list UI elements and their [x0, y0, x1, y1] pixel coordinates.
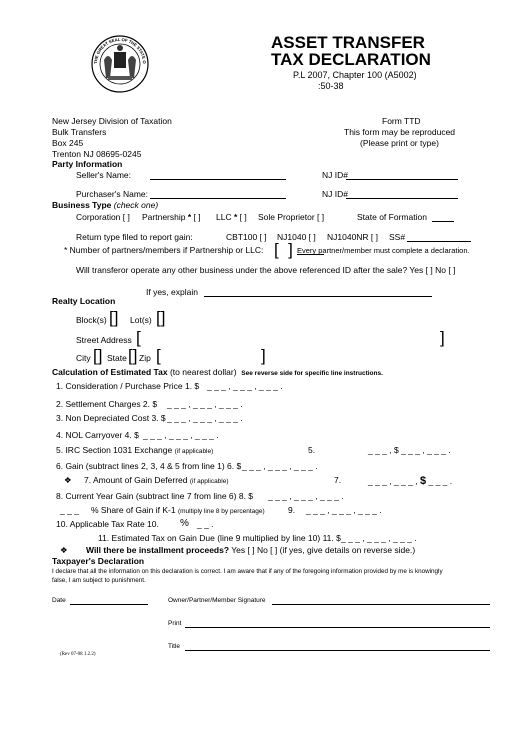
- signature-field[interactable]: [272, 604, 490, 605]
- line-7-diamond-icon: ❖: [64, 475, 72, 485]
- realty-heading: Realty Location: [52, 296, 116, 306]
- line-6-field[interactable]: _ _ _ , _ _ _ , _ _ _ .: [242, 461, 318, 471]
- line-1-field[interactable]: _ _ _ , _ _ _ , _ _ _ .: [207, 381, 283, 391]
- line-3-field[interactable]: _ _ _ , _ _ _ , _ _ _ .: [167, 413, 243, 423]
- line-11-label: 11. Estimated Tax on Gain Due (line 9 multiplied by line 10) 11. $: [98, 533, 341, 543]
- form-print-note: (Please print or type): [360, 138, 439, 148]
- partners-count-label: * Number of partners/members if Partnership or LLC:: [64, 245, 264, 255]
- signature-label: Owner/Partner/Member Signature: [168, 597, 266, 604]
- line-9-field[interactable]: _ _ _ , _ _ _ , _ _ _ .: [306, 505, 382, 515]
- line-4-label: 4. NOL Carryover 4. $: [56, 430, 139, 440]
- line-7-number: 7.: [334, 475, 342, 485]
- purchaser-name-label: Purchaser's Name:: [76, 189, 149, 199]
- line-11-field[interactable]: _ _ _ , _ _ _ , _ _ _ .: [341, 533, 417, 543]
- agency-address-3: Box 245: [52, 138, 84, 148]
- line-2-field[interactable]: _ _ _ , _ _ _ , _ _ _ .: [167, 399, 243, 409]
- line-2-label: 2. Settlement Charges 2. $: [56, 399, 158, 409]
- svg-text:THE GREAT SEAL OF THE STATE OF: THE GREAT SEAL OF THE STATE O: [92, 36, 148, 65]
- ssn-label: SS#: [389, 232, 406, 242]
- if-yes-label: If yes, explain: [146, 287, 198, 297]
- line-8-field[interactable]: _ _ _ , _ _ _ , _ _ _ .: [268, 491, 344, 501]
- agency-address-2: Bulk Transfers: [52, 127, 107, 137]
- partners-count-field[interactable]: [ ]: [274, 240, 293, 259]
- if-yes-field[interactable]: [204, 296, 432, 297]
- ssn-field[interactable]: [407, 241, 471, 242]
- zip-field-close: ]: [261, 346, 266, 365]
- line-5-number: 5.: [308, 445, 316, 455]
- title-field[interactable]: [185, 650, 490, 651]
- date-field[interactable]: [70, 604, 148, 605]
- print-field[interactable]: [185, 627, 490, 628]
- agency-address-1: New Jersey Division of Taxation: [52, 116, 172, 126]
- installment-question: Will there be installment proceeds? Yes [ ] No [ ] (if yes, give details on reverse side.): [86, 545, 416, 555]
- line-6-label: 6. Gain (subtract lines 2, 3, 4 & 5 from line 1) 6. $: [56, 461, 242, 471]
- nj1040-checkbox[interactable]: NJ1040 [ ]: [277, 232, 316, 242]
- state-seal-icon: [90, 34, 150, 94]
- seller-name-label: Seller's Name:: [76, 170, 132, 180]
- form-title: ASSET TRANSFER: [271, 33, 425, 52]
- law-reference-2: :50-38: [318, 81, 344, 91]
- state-formation-field[interactable]: [432, 221, 454, 222]
- line-10-label: 10. Applicable Tax Rate 10.: [56, 519, 159, 529]
- line-5-field[interactable]: _ _ _ , $ _ _ _ , _ _ _ .: [368, 445, 451, 455]
- state-field[interactable]: []: [128, 346, 138, 365]
- declaration-heading: Taxpayer's Declaration: [52, 556, 145, 566]
- calc-heading: Calculation of Estimated Tax (to nearest dollar) See reverse side for specific line instructions.: [52, 367, 383, 377]
- purchaser-nj-id-label: NJ ID#: [322, 189, 348, 199]
- street-field-close: ]: [440, 328, 445, 347]
- line-9-number: 9.: [288, 505, 296, 515]
- zip-label: Zip: [139, 353, 151, 363]
- line-1-label: 1. Consideration / Purchase Price 1. $: [56, 381, 200, 391]
- line-10-field[interactable]: _ _ .: [197, 519, 214, 529]
- lot-label: Lot(s): [130, 315, 152, 325]
- purchaser-name-field[interactable]: [150, 198, 286, 199]
- zip-field-open[interactable]: [: [156, 346, 161, 365]
- line-5-label: 5. IRC Section 1031 Exchange (if applicable): [56, 445, 214, 455]
- lot-field[interactable]: []: [156, 308, 166, 327]
- form-reproduce-note: This form may be reproduced: [344, 127, 456, 137]
- seller-nj-id-label: NJ ID#: [322, 170, 348, 180]
- declaration-text-1: I declare that all the information on this declaration is correct. I am aware that if any of the foregoing information provided by me is knowingly: [52, 568, 443, 575]
- line-4-field[interactable]: _ _ _ , _ _ _ , _ _ _ .: [143, 430, 219, 440]
- seller-nj-id-field[interactable]: [346, 179, 458, 180]
- line-10-percent: %: [180, 518, 189, 529]
- purchaser-nj-id-field[interactable]: [346, 198, 458, 199]
- block-field[interactable]: []: [109, 308, 119, 327]
- state-label: State: [107, 353, 127, 363]
- installment-diamond-icon: ❖: [60, 545, 68, 555]
- party-heading: Party Information: [52, 159, 123, 169]
- date-label: Date: [52, 597, 66, 604]
- agency-address-4: Trenton NJ 08695-0245: [52, 149, 142, 159]
- line-9-label: % Share of Gain if K-1 (multiply line 8 by percentage): [91, 505, 265, 515]
- print-label: Print: [168, 620, 182, 627]
- form-number: Form TTD: [382, 116, 421, 126]
- street-field-open[interactable]: [: [136, 328, 141, 347]
- llc-checkbox[interactable]: LLC * [ ]: [216, 212, 247, 222]
- sole-proprietor-checkbox[interactable]: Sole Proprietor [ ]: [258, 212, 325, 222]
- line-7-label: 7. Amount of Gain Deferred (if applicable): [84, 475, 229, 485]
- law-reference: P.L 2007, Chapter 100 (A5002): [293, 70, 417, 80]
- return-type-label: Return type filed to report gain:: [76, 232, 193, 242]
- form-title-2: TAX DECLARATION: [271, 50, 431, 69]
- city-label: City: [76, 353, 91, 363]
- revision-note: (Rev 07-08 1.2.2): [60, 652, 96, 657]
- business-type-heading: Business Type (check one): [52, 200, 159, 210]
- city-field[interactable]: []: [93, 346, 103, 365]
- other-business-question[interactable]: Will transferor operate any other business under the above referenced ID after the sale? Yes [ ] No [ ]: [76, 265, 456, 275]
- title-label: Title: [168, 643, 181, 650]
- cbt100-checkbox[interactable]: CBT100 [ ]: [226, 232, 267, 242]
- nj1040nr-checkbox[interactable]: NJ1040NR [ ]: [327, 232, 379, 242]
- partnership-checkbox[interactable]: Partnership * [ ]: [142, 212, 201, 222]
- line-7-field[interactable]: _ _ _ , _ _ _ , $ _ _ _ .: [368, 475, 453, 487]
- partners-note: Every partner/member must complete a declaration.: [297, 246, 470, 255]
- partners-note-underline: [297, 254, 324, 255]
- block-label: Block(s): [76, 315, 107, 325]
- street-label: Street Address: [76, 335, 132, 345]
- declaration-text-2: false, I am subject to punishment.: [52, 577, 146, 584]
- corporation-checkbox[interactable]: Corporation [ ]: [76, 212, 130, 222]
- state-formation-label: State of Formation: [357, 212, 427, 222]
- line-3-label: 3. Non Depreciated Cost 3. $: [56, 413, 166, 423]
- line-8-label: 8. Current Year Gain (subtract line 7 from line 6) 8. $: [56, 491, 254, 501]
- seller-name-field[interactable]: [150, 179, 286, 180]
- line-9-percent-field[interactable]: _ _ _: [60, 505, 79, 515]
